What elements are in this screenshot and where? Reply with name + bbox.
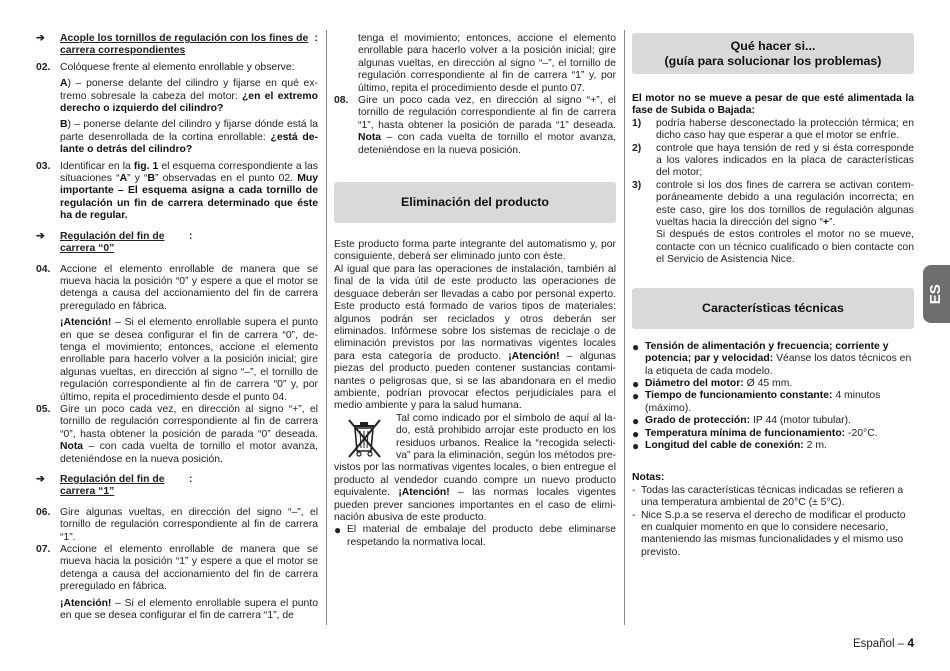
spec-diameter: ● Diámetro del motor: Ø 45 mm. [632, 376, 793, 391]
section-heading-limit-0: ➔ Regulación del fin de carrera “0” : [36, 230, 193, 255]
step-07-continued: tenga el movimiento; entonces, accione el elemento enrollable para hacerlo volver a la posición inicial; gire algunas vueltas, en dirección al signo “–”, el tornillo de regulación correspondiente al fin de carrera “1” y, por último, repita el procedimiento desde el punto 07. [358, 33, 616, 94]
section-heading-adjust-screws: ➔ Acople los tornillos de regulación con los fines de carrera correspondientes : [36, 33, 318, 57]
packaging-bullet: ● El material de embalaje del producto debe eliminarse respetando la normativa local. [334, 523, 616, 548]
step-04: 04. Accione el elemento enrollable de manera que se mueva hacia la posición “0” y espere a que el motor se detenga a causa del accionamiento del fin de carrera preregulado en fábrica. ¡Atención! – Si el elemento enrollable supera el punto en que se desea configurar el fin de carrera “0”, detenga el movimiento; entonces, accione el elemento enrollable para hacerlo volver a la posición inicial; gire algunas vueltas, en dirección al signo “–”, el tornillo de regulación correspondiente al fin de carrera “0” y, por último, repita el procedimiento desde el punto 04. [36, 263, 318, 403]
column-2 [334, 33, 616, 549]
note-1: - Todas las características técnicas indicadas se refieren a una temperatura ambiental de 20°C (± 5°C). [632, 484, 904, 509]
note-2: - Nice S.p.a se reserva el derecho de modificar el producto en cualquier momento en que lo considere necesario, manteniendo las mismas funcionalidades y el mismo uso previsto. [632, 509, 906, 558]
step-03: 03. Identificar en la fig. 1 el esquema correspondiente a las situaciones “A” y “B” observadas en el punto 02. Muy importante – El esquema asigna a cada tornillo de regulación un fin de carrera determinado que éste ha de regular. [36, 160, 318, 222]
trouble-item-2: 2) controle que haya tensión de red y si ésta corresponde a los valores indicados en la placa de características del motor; [632, 142, 914, 179]
step-02: 02. Colóquese frente al elemento enrollable y observe: A) – ponerse delante del cilindro y fijarse en qué extremo sobresale la cabeza del motor: ¿en el extremo derecho o izquierdo del cilindro? B) – ponerse delante del cilindro y fijarse dónde está la parte desenrollada de la cortina enrollable: ¿está delante o detrás del cilindro? [36, 61, 318, 156]
arrow-right-icon: ➔ [36, 33, 45, 44]
step-07: 07. Accione el elemento enrollable de manera que se mueva hacia la posición “1” y espere a que el motor se detenga a causa del accionamiento del fin de carrera preregulado en fábrica. ¡Atención! – Si el elemento enrollable supera el punto en que se desea configurar el fin de carrera “1”, de [36, 544, 318, 622]
troubleshooting-intro: El motor no se mueve a pesar de que esté alimentada la fase de Subida o Bajada: [632, 93, 914, 117]
bullet-icon: ● [334, 523, 342, 538]
spec-protection: ● Grado de protección: IP 44 (motor tubular). [632, 414, 851, 429]
disposal-paragraph-3: Tal como indicado por el símbolo de aquí al lado, está prohibido arrojar este producto en los residuos urbanos. Realice la “recogida selectiva” para la eliminación, según los métodos previstos por las normativas vigentes locales, o bien entregue el producto al vendedor cuando compre un nuevo producto equivalente. ¡Atención! – las normas locales vigentes pueden prever sanciones importantes en el caso de eliminación abusiva de este producto. [334, 412, 616, 523]
footer-language: Español – [852, 638, 908, 650]
disposal-paragraph-1: Este producto forma parte integrante del automatismo y, por consiguiente, deberá ser eliminado junto con éste. [334, 239, 616, 263]
step-08: 08. Gire un poco cada vez, en dirección al signo “+”, el tornillo de regulación correspondiente al fin de carrera “1”, hasta obtener la posición de parada “1” deseada. Nota – con cada vuelta de tornillo el motor avanza, deteniéndose en la nueva posición. [334, 95, 616, 156]
step-05: 05. Gire un poco cada vez, en dirección al signo “+”, el tornillo de regulación correspondiente al fin de carrera “0”, hasta obtener la posición de parada “0” deseada. Nota – con cada vuelta de tornillo el motor avanza, deteniéndose en la nueva posición. [36, 403, 318, 465]
page-footer [853, 637, 914, 650]
disposal-paragraph-2: Al igual que para las operaciones de instalación, también al final de la vida útil de este producto las operaciones de desguace deberán ser llevadas a cabo por personal experto. Este producto está formado de varios tipos de materiales: algunos podrán ser reciclados y otros deberán ser eliminados. Infórmese sobre los sistemas de reciclaje o de eliminación previstos por las normativas vigentes locales para esta categoría de producto. ¡Atención! – algunas piezas del producto pueden contener sustancias contaminantes o peligrosas que, si se las abandonara en el medio ambiente, podrían provocar efectos perjudiciales para el medio ambiente y para la salud humana. [334, 263, 616, 412]
column-divider-1 [326, 30, 327, 625]
troubleshooting-heading-box: Qué hacer si... (guía para solucionar los problemas) [632, 33, 914, 74]
arrow-right-icon: ➔ [36, 474, 45, 485]
section-heading-limit-1: ➔ Regulación del fin de carrera “1” : [36, 474, 193, 498]
column-1 [36, 33, 318, 622]
spec-cable-length: ● Longitud del cable de conexión: 2 m. [632, 438, 827, 453]
specs-heading-box: Características técnicas [632, 288, 914, 329]
notes-title: Notas: [632, 472, 665, 484]
column-3 [632, 33, 914, 559]
trouble-item-3: 3) controle si los dos fines de carrera se activan contemporáneamente debido a una regulación incorrecta; en este caso, gire los dos tornillos de regulación algunas vueltas hacia la dirección del signo “+”. Si después de estos controles el motor no se mueve, contacte con un técnico cualificado o bien contacte con el Servicio de Asistencia Nice. [632, 179, 914, 266]
page-number: 4 [907, 636, 914, 650]
trouble-item-1: 1) podría haberse desconectado la protección térmica; en dicho caso hay que esperar a que el motor se enfríe. [632, 117, 914, 142]
column-divider-2 [624, 30, 625, 625]
spec-min-temperature: ● Temperatura mínima de funcionamiento: -20°C. [632, 426, 878, 441]
disposal-heading-box: Eliminación del producto [334, 182, 616, 223]
crossed-bin-icon [344, 415, 386, 461]
step-06: 06. Gire algunas vueltas, en dirección del signo “–”, el tornillo de regulación correspondiente al fin de carrera “1”. [36, 506, 318, 543]
arrow-right-icon: ➔ [36, 230, 45, 242]
language-tab-es: ES [923, 265, 950, 323]
spec-runtime: ● Tiempo de funcionamiento constante: 4 minutos (máximo). [632, 389, 881, 414]
spec-power: ● Tensión de alimentación y frecuencia; corriente y potencia; par y velocidad: Véanse los datos técnicos en la etiqueta de cada modelo. [632, 339, 912, 377]
